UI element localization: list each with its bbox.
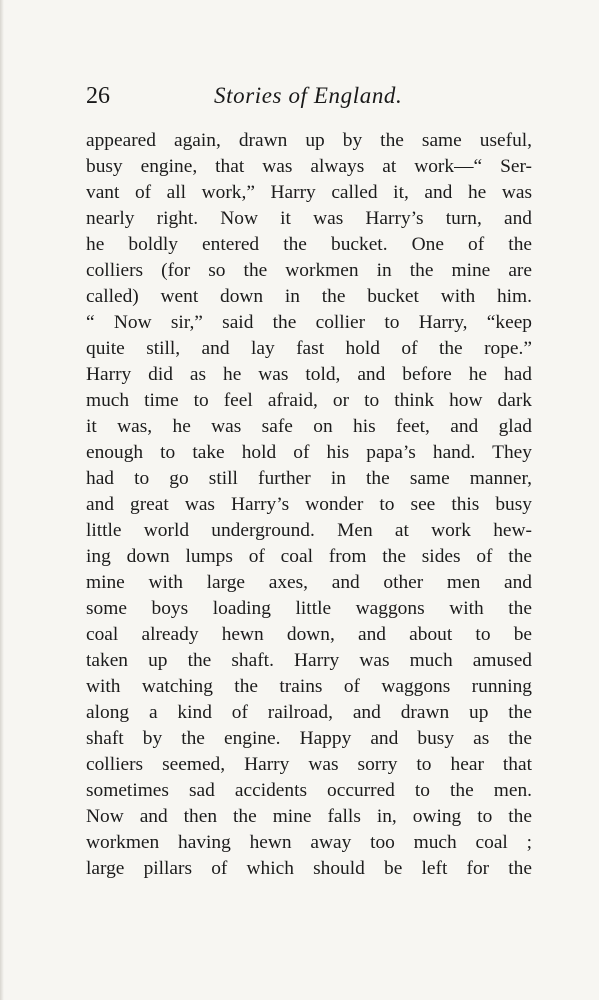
text-line: it was, he was safe on his feet, and glad	[86, 416, 532, 437]
text-line: taken up the shaft. Harry was much amused	[86, 650, 532, 671]
text-line: workmen having hewn away too much coal ;	[86, 832, 532, 853]
text-line: appeared again, drawn up by the same useful,	[86, 130, 532, 151]
text-line: quite still, and lay fast hold of the rope.”	[86, 338, 532, 359]
text-line: shaft by the engine. Happy and busy as the	[86, 728, 532, 749]
text-line: sometimes sad accidents occurred to the men.	[86, 780, 532, 801]
text-line: called) went down in the bucket with him.	[86, 286, 532, 307]
page-header	[86, 80, 531, 120]
text-line: ing down lumps of coal from the sides of the	[86, 546, 532, 567]
text-line: and great was Harry’s wonder to see this busy	[86, 494, 532, 515]
text-line: some boys loading little waggons with the	[86, 598, 532, 619]
text-line: Harry did as he was told, and before he had	[86, 364, 532, 385]
text-line: nearly right. Now it was Harry’s turn, and	[86, 208, 532, 229]
text-line: colliers seemed, Harry was sorry to hear that	[86, 754, 532, 775]
text-line: “ Now sir,” said the collier to Harry, “keep	[86, 312, 532, 333]
page-number: 26	[86, 83, 110, 109]
text-line: much time to feel afraid, or to think how dark	[86, 390, 532, 411]
text-line: had to go still further in the same manner,	[86, 468, 532, 489]
running-title: Stories of England.	[214, 83, 403, 108]
text-line: with watching the trains of waggons running	[86, 676, 532, 697]
text-line: little world underground. Men at work hew-	[86, 520, 532, 541]
text-line: vant of all work,” Harry called it, and he was	[86, 182, 532, 203]
text-line: mine with large axes, and other men and	[86, 572, 532, 593]
text-line: coal already hewn down, and about to be	[86, 624, 532, 645]
text-line: busy engine, that was always at work—“ Ser-	[86, 156, 532, 177]
text-line: he boldly entered the bucket. One of the	[86, 234, 532, 255]
page-edge-shadow	[0, 0, 4, 1000]
text-line: colliers (for so the workmen in the mine are	[86, 260, 532, 281]
body-text	[86, 128, 532, 882]
text-line: along a kind of railroad, and drawn up the	[86, 702, 532, 723]
text-line: Now and then the mine falls in, owing to the	[86, 806, 532, 827]
text-line: large pillars of which should be left for the	[86, 858, 532, 879]
text-line: enough to take hold of his papa’s hand. They	[86, 442, 532, 463]
